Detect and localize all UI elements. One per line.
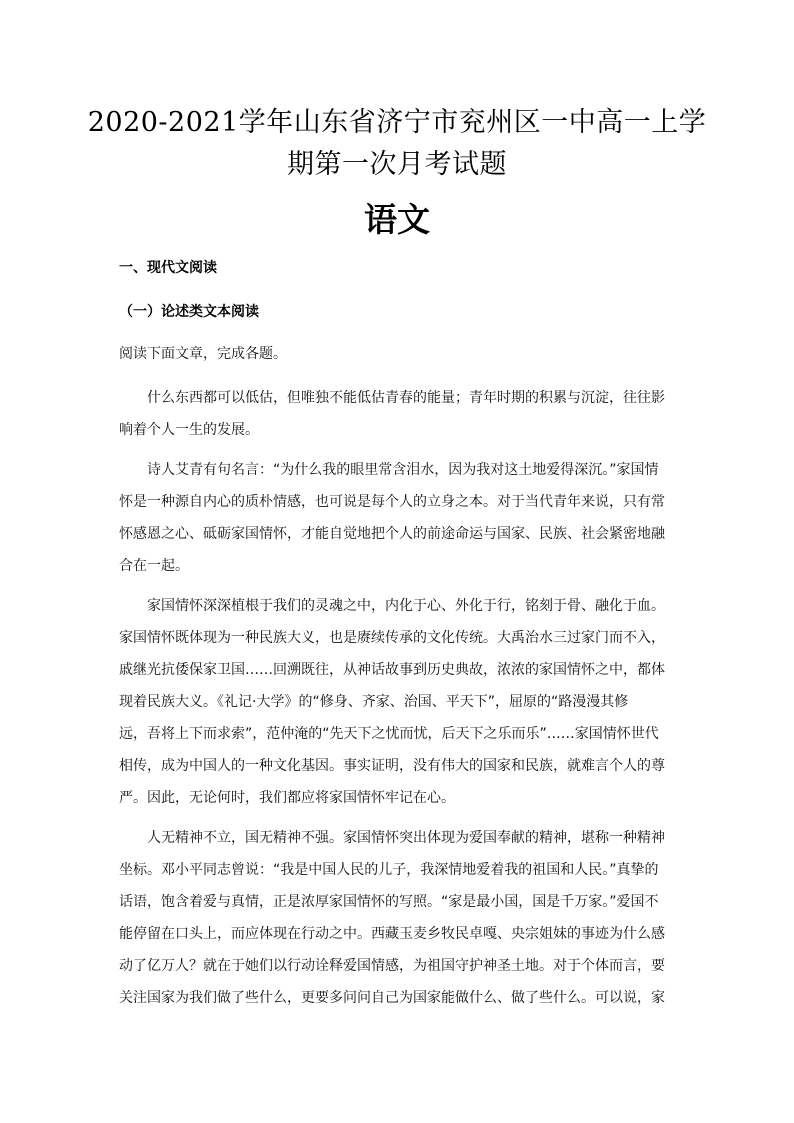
paragraph-line: 现着民族大义。《礼记·大学》的“修身、齐家、治国、平天下”，屈原的“路漫漫其修 (119, 694, 629, 710)
paragraph-line: 家国情怀深深植根于我们的灵魂之中，内化于心、外化于行，铭刻于骨、融化于血。 (147, 598, 665, 614)
paragraph-1 (119, 382, 677, 446)
paragraph-line: 家国情怀既体现为一种民族大义，也是赓续传承的文化传统。大禹治水三过家门而不入， (119, 630, 665, 646)
document-title-line-1: 2020-2021学年山东省济宁市兖州区一中高一上学 (87, 107, 707, 138)
paragraph-line: 诗人艾青有句名言：“为什么我的眼里常含泪水，因为我对这土地爱得深沉。”家国情 (147, 462, 659, 478)
subsection-heading: （一）论述类文本阅读 (119, 304, 259, 320)
paragraph-line: 合在一起。 (119, 558, 189, 574)
paragraph-line: 戚继光抗倭保家卫国……回溯既往，从神话故事到历史典故，浓浓的家国情怀之中，都体 (119, 662, 665, 678)
paragraph-line: 远，吾将上下而求索”，范仲淹的“先天下之忧而忧，后天下之乐而乐”……家国情怀世代 (119, 726, 659, 742)
paragraph-line: 响着个人一生的发展。 (119, 422, 259, 438)
paragraph-line: 能停留在口头上，而应体现在行动之中。西藏玉麦乡牧民卓嘎、央宗姐妹的事迹为什么感 (119, 926, 665, 942)
paragraph-line: 怀感恩之心、砥砺家国情怀，才能自觉地把个人的前途命运与国家、民族、社会紧密地融 (119, 526, 665, 542)
paragraph-line: 什么东西都可以低估，但唯独不能低估青春的能量；青年时期的积累与沉淀，往往影 (147, 390, 665, 406)
paragraph-line: 坐标。邓小平同志曾说：“我是中国人民的儿子，我深情地爱着我的祖国和人民。”真挚的 (119, 862, 659, 878)
paragraph-line: 怀是一种源自内心的质朴情感，也可说是每个人的立身之本。对于当代青年来说，只有常 (119, 494, 665, 510)
paragraph-line: 关注国家为我们做了些什么，更要多问问自己为国家能做什么、做了些什么。可以说，家 (119, 990, 665, 1006)
instruction-line: 阅读下面文章，完成各题。 (119, 346, 287, 362)
paragraph-line: 严。因此，无论何时，我们都应将家国情怀牢记在心。 (119, 790, 455, 806)
paragraph-3 (119, 590, 677, 814)
instruction-text (119, 338, 677, 370)
paragraph-4 (119, 822, 677, 1014)
paragraph-line: 人无精神不立，国无精神不强。家国情怀突出体现为爱国奉献的精神，堪称一种精神 (147, 830, 665, 846)
paragraph-line: 话语，饱含着爱与真情，正是浓厚家国情怀的写照。“家是最小国，国是千万家。”爱国不 (119, 894, 659, 910)
paragraph-line: 动了亿万人？就在于她们以行动诠释爱国情感，为祖国守护神圣土地。对于个体而言，要 (119, 958, 665, 974)
subject-heading: 语文 (364, 200, 430, 239)
section-heading: 一、现代文阅读 (119, 260, 217, 276)
paragraph-2 (119, 454, 677, 582)
paragraph-line: 相传，成为中国人的一种文化基因。事实证明，没有伟大的国家和民族，就难言个人的尊 (119, 758, 665, 774)
document-title-line-2: 期第一次月考试题 (287, 149, 507, 180)
